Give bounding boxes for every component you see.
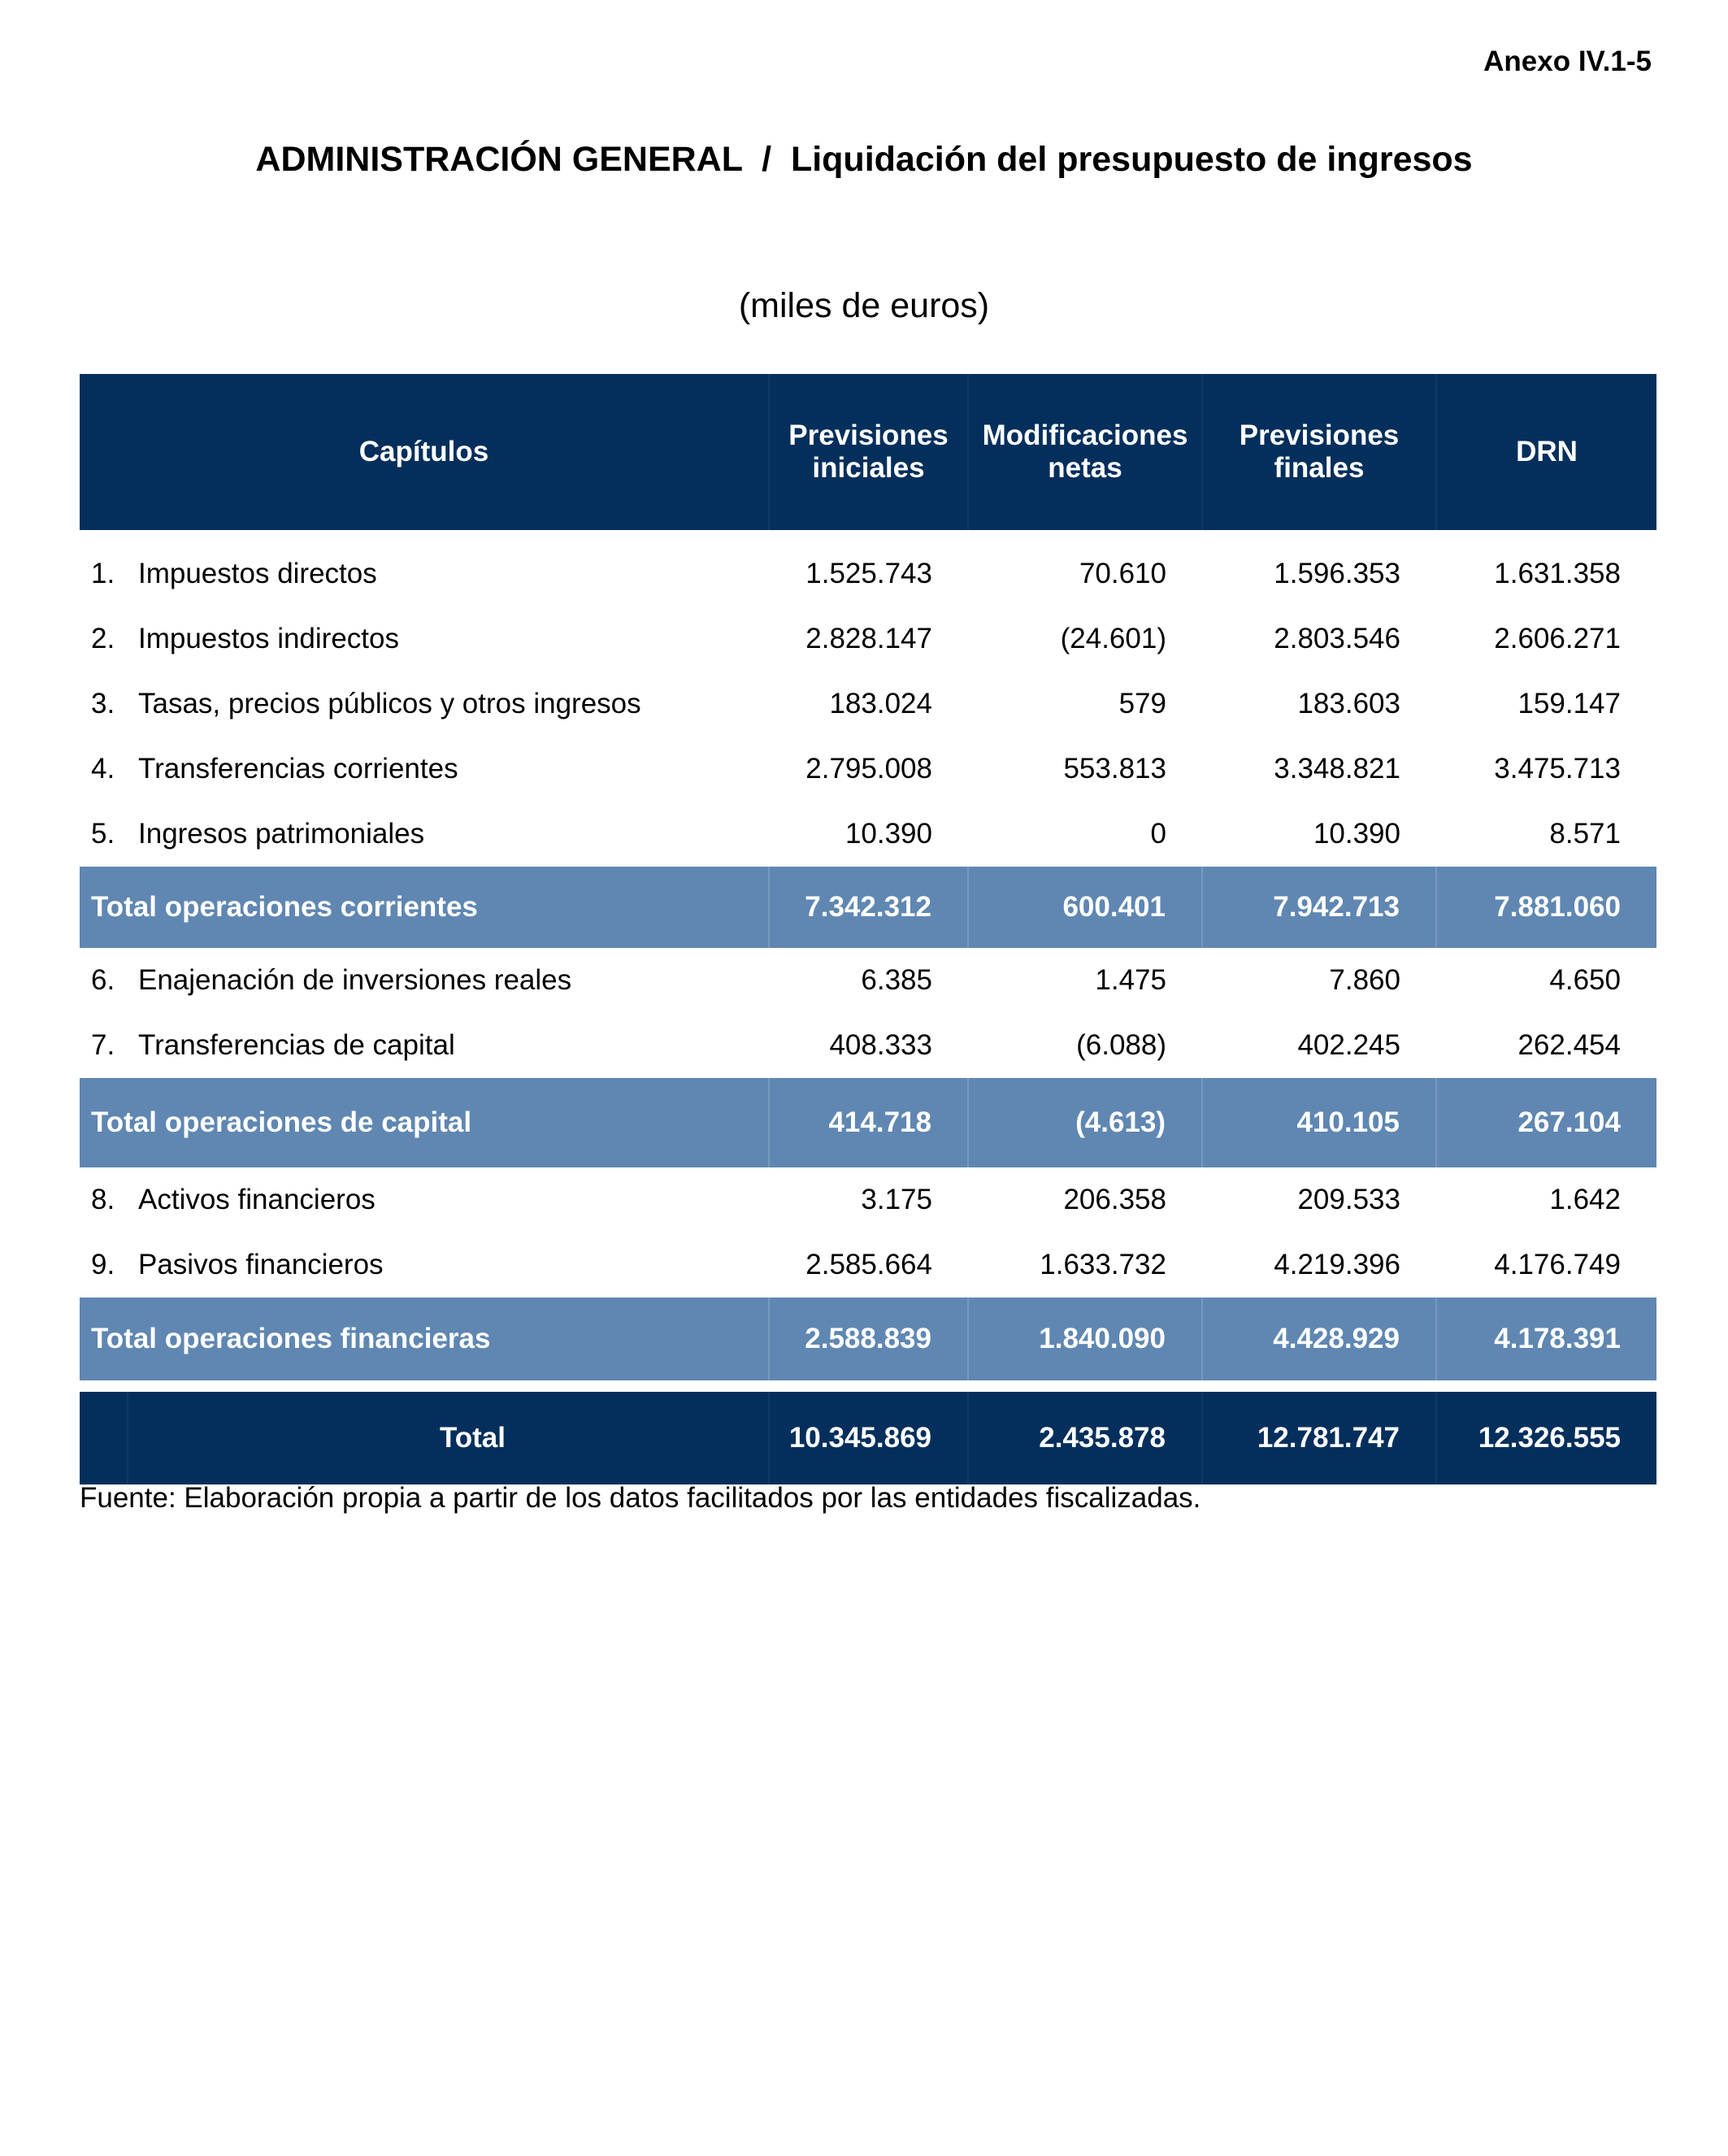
table-row <box>80 541 1656 606</box>
row-index: 8. <box>91 1184 115 1215</box>
cell-drn: 4.650 <box>1549 964 1621 996</box>
cell-drn: 267.104 <box>1436 1078 1656 1167</box>
table-row <box>80 1232 1656 1298</box>
row-label-text: Impuestos directos <box>138 558 377 589</box>
cell-drn: 12.326.555 <box>1436 1392 1656 1484</box>
row-label-text: Transferencias corrientes <box>138 753 458 785</box>
cell-previsiones-finales: 4.219.396 <box>1274 1249 1400 1280</box>
subtotal-row-capital <box>80 1078 1656 1167</box>
header-previsiones-finales-line1: Previsiones <box>1239 419 1400 451</box>
cell-modificaciones-netas: 1.475 <box>1095 964 1166 996</box>
cell-previsiones-iniciales: 2.795.008 <box>805 753 932 785</box>
cell-modificaciones-netas: 70.610 <box>1079 558 1166 589</box>
header-previsiones-iniciales <box>769 374 968 530</box>
cell-previsiones-iniciales: 183.024 <box>829 688 932 719</box>
row-index: 1. <box>91 558 115 589</box>
row-label <box>80 672 769 737</box>
cell-drn: 4.176.749 <box>1494 1249 1621 1280</box>
row-label-text: Transferencias de capital <box>138 1029 455 1061</box>
row-index: 6. <box>91 964 115 996</box>
subtotal-row-financieras <box>80 1298 1656 1380</box>
cell-drn: 8.571 <box>1549 818 1621 850</box>
cell-previsiones-finales: 209.533 <box>1297 1184 1400 1215</box>
row-label-text: Enajenación de inversiones reales <box>138 964 572 996</box>
header-modificaciones-netas <box>968 374 1202 530</box>
cell-modificaciones-netas: (24.601) <box>1060 623 1166 654</box>
cell-previsiones-finales: 1.596.353 <box>1274 558 1400 589</box>
cell-previsiones-iniciales: 414.718 <box>769 1078 968 1167</box>
header-modificaciones-netas-line1: Modificaciones <box>982 419 1188 451</box>
cell-previsiones-iniciales: 3.175 <box>861 1184 932 1215</box>
table-row <box>80 672 1656 737</box>
cell-previsiones-iniciales: 6.385 <box>861 964 932 996</box>
cell-previsiones-finales: 183.603 <box>1297 688 1400 719</box>
units-subtitle: (miles de euros) <box>738 286 990 325</box>
cell-previsiones-finales: 4.428.929 <box>1202 1298 1436 1380</box>
table-header-row <box>80 374 1656 530</box>
row-index: 2. <box>91 623 115 654</box>
row-label <box>80 802 769 867</box>
total-label <box>80 1392 769 1484</box>
cell-drn: 7.881.060 <box>1436 867 1656 948</box>
cell-drn: 1.642 <box>1549 1184 1621 1215</box>
cell-previsiones-finales: 10.390 <box>1313 818 1400 850</box>
cell-modificaciones-netas: 1.633.732 <box>1040 1249 1166 1280</box>
row-label <box>80 606 769 672</box>
cell-previsiones-iniciales: 2.588.839 <box>769 1298 968 1380</box>
row-label-text: Tasas, precios públicos y otros ingresos <box>138 688 641 719</box>
subtotal-row-corrientes <box>80 867 1656 948</box>
cell-drn: 262.454 <box>1517 1029 1621 1061</box>
cell-modificaciones-netas: 579 <box>1118 688 1166 719</box>
cell-previsiones-finales: 3.348.821 <box>1274 753 1400 785</box>
header-previsiones-iniciales-line1: Previsiones <box>788 419 949 451</box>
cell-previsiones-finales: 410.105 <box>1202 1078 1436 1167</box>
cell-drn: 3.475.713 <box>1494 753 1621 785</box>
table-row <box>80 1013 1656 1078</box>
cell-previsiones-iniciales: 1.525.743 <box>805 558 932 589</box>
table-row <box>80 948 1656 1013</box>
cell-drn: 4.178.391 <box>1436 1298 1656 1380</box>
row-label <box>80 948 769 1013</box>
cell-previsiones-iniciales: 2.828.147 <box>805 623 932 654</box>
row-label <box>80 541 769 606</box>
cell-previsiones-finales: 402.245 <box>1297 1029 1400 1061</box>
header-previsiones-iniciales-line2: iniciales <box>812 452 925 484</box>
spacer-row <box>80 1380 1656 1392</box>
row-index: 5. <box>91 818 115 850</box>
row-label-text: Pasivos financieros <box>138 1249 384 1280</box>
row-index: 3. <box>91 688 115 719</box>
total-divider <box>127 1392 128 1484</box>
cell-drn: 1.631.358 <box>1494 558 1621 589</box>
cell-modificaciones-netas: 0 <box>1150 818 1166 850</box>
cell-previsiones-iniciales: 408.333 <box>829 1029 932 1061</box>
cell-drn: 159.147 <box>1517 688 1621 719</box>
row-label <box>80 1013 769 1078</box>
cell-modificaciones-netas: (4.613) <box>968 1078 1202 1167</box>
cell-previsiones-iniciales: 10.390 <box>844 818 932 850</box>
table-row <box>80 606 1656 672</box>
row-label-text: Ingresos patrimoniales <box>138 818 425 850</box>
subtotal-label: Total operaciones de capital <box>80 1078 769 1167</box>
table-row <box>80 802 1656 867</box>
revenue-budget-table <box>80 374 1656 1484</box>
table-row <box>80 1167 1656 1232</box>
grand-total-row <box>80 1392 1656 1484</box>
total-label-text: Total <box>439 1422 506 1454</box>
row-label <box>80 737 769 802</box>
cell-modificaciones-netas: 553.813 <box>1063 753 1166 785</box>
subtotal-label: Total operaciones corrientes <box>80 867 769 948</box>
cell-modificaciones-netas: (6.088) <box>1076 1029 1166 1061</box>
header-modificaciones-netas-line2: netas <box>1048 452 1122 484</box>
row-index: 7. <box>91 1029 115 1061</box>
row-label <box>80 1232 769 1298</box>
header-capitulos: Capítulos <box>80 374 769 530</box>
cell-modificaciones-netas: 2.435.878 <box>968 1392 1202 1484</box>
source-note: Fuente: Elaboración propia a partir de los datos facilitados por las entidades fiscalizadas. <box>80 1482 1201 1514</box>
subtotal-label: Total operaciones financieras <box>80 1298 769 1380</box>
cell-previsiones-iniciales: 2.585.664 <box>805 1249 932 1280</box>
cell-previsiones-finales: 2.803.546 <box>1274 623 1400 654</box>
cell-previsiones-iniciales: 7.342.312 <box>769 867 968 948</box>
header-previsiones-finales <box>1202 374 1436 530</box>
cell-previsiones-finales: 12.781.747 <box>1202 1392 1436 1484</box>
row-index: 4. <box>91 753 115 785</box>
cell-drn: 2.606.271 <box>1494 623 1621 654</box>
row-label-text: Activos financieros <box>138 1184 376 1215</box>
annex-label: Anexo IV.1-5 <box>1483 46 1652 77</box>
cell-modificaciones-netas: 206.358 <box>1063 1184 1166 1215</box>
spacer-row <box>80 530 1656 541</box>
header-previsiones-finales-line2: finales <box>1274 452 1365 484</box>
page-title: ADMINISTRACIÓN GENERAL / Liquidación del presupuesto de ingresos <box>255 140 1473 179</box>
table-row <box>80 737 1656 802</box>
row-label <box>80 1167 769 1232</box>
cell-modificaciones-netas: 1.840.090 <box>968 1298 1202 1380</box>
row-index: 9. <box>91 1249 115 1280</box>
header-drn: DRN <box>1436 374 1656 530</box>
cell-modificaciones-netas: 600.401 <box>968 867 1202 948</box>
row-label-text: Impuestos indirectos <box>138 623 399 654</box>
cell-previsiones-finales: 7.860 <box>1329 964 1400 996</box>
cell-previsiones-finales: 7.942.713 <box>1202 867 1436 948</box>
cell-previsiones-iniciales: 10.345.869 <box>769 1392 968 1484</box>
